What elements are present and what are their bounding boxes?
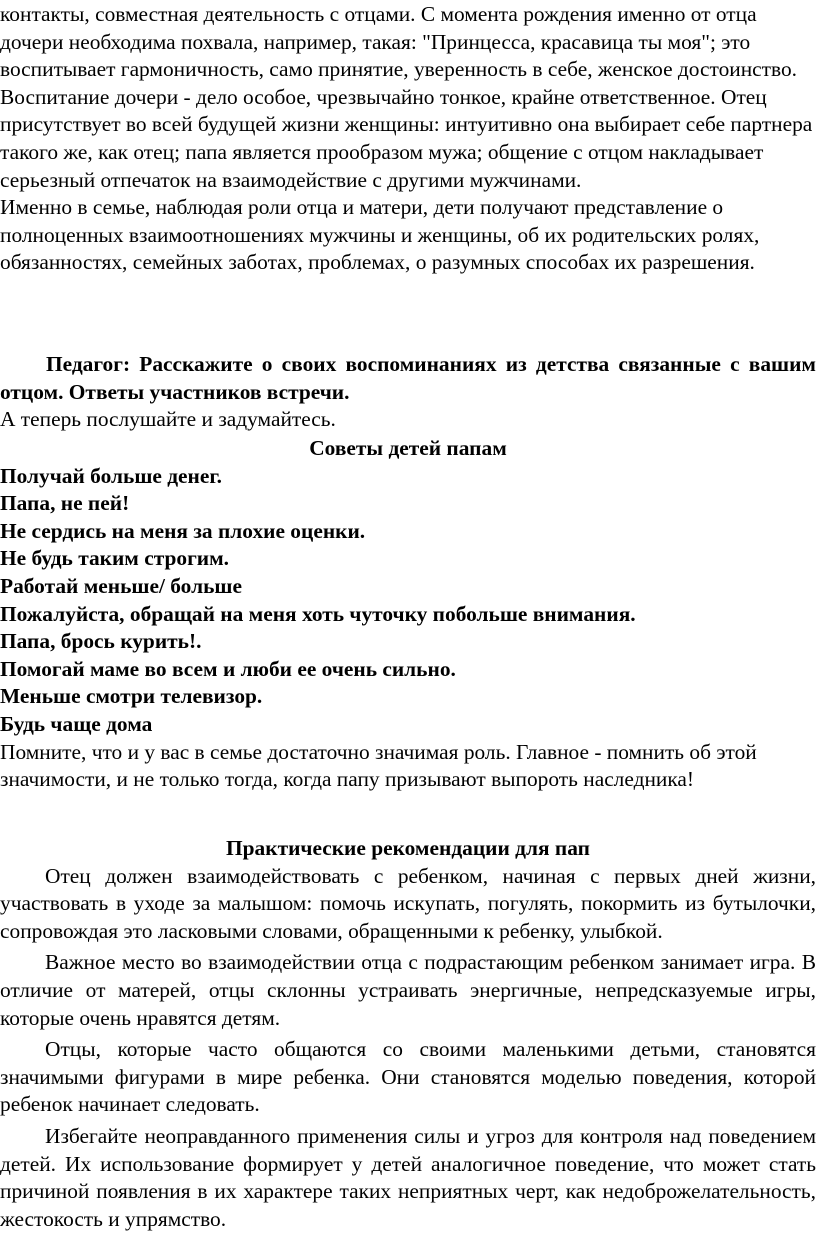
recommendation-paragraph: Отец должен взаимодействовать с ребенком, начиная с первых дней жизни, участвовать в уходе за малышом: помочь искупать, погулять, покормить из бутылочки, сопровождая это ласковыми словами, обращенными к ребенку, улыбкой. <box>0 863 816 943</box>
recommendation-paragraph: Важное место во взаимодействии отца с подрастающим ребенком занимает игра. В отличие от матерей, отцы склонны устраивать энергичные, непредсказуемые игры, которые очень нравятся детям. <box>0 950 816 1030</box>
advice-section <box>0 435 816 794</box>
advice-item: Меньше смотри телевизор. <box>0 684 263 709</box>
advice-closing: Помните, что и у вас в семье достаточно значимая роль. Главное - помнить об этой значимости, и не только тогда, когда папу призывают выпороть наследника! <box>0 739 757 792</box>
advice-item: Не будь таким строгим. <box>0 546 230 571</box>
advice-item: Будь чаще дома <box>0 711 153 736</box>
advice-item: Папа, брось курить!. <box>0 629 202 654</box>
advice-list <box>0 463 816 739</box>
teacher-prompt-section <box>0 351 816 434</box>
advice-item: Помогай маме во всем и люби ее очень сильно. <box>0 656 456 681</box>
advice-item: Работай меньше/ больше <box>0 573 242 598</box>
advice-item: Не сердись на меня за плохие оценки. <box>0 518 366 543</box>
advice-item: Папа, не пей! <box>0 491 130 516</box>
intro-paragraph-1: контакты, совместная деятельность с отцами. С момента рождения именно от отца дочери необходима похвала, например, такая: "Принцесса, красавица ты моя"; это воспитывает гармоничность, само принятие, уверенность в себе, женское достоинство. Воспитание дочери - дело особое, чрезвычайно тонкое, крайне ответственное. Отец присутствует во всей будущей жизни женщины: интуитивно она выбирает себе партнера такого же, как отец; папа является прообразом мужа; общение с отцом накладывает серьезный отпечаток на взаимодействие с другими мужчинами. <box>0 2 813 192</box>
recommendations-section <box>0 835 816 1233</box>
advice-item: Пожалуйста, обращай на меня хоть чуточку побольше внимания. <box>0 601 636 626</box>
intro-paragraph-2: Именно в семье, наблюдая роли отца и матери, дети получают представление о полноценных взаимоотношениях мужчины и женщины, об их родительских ролях, обязанностях, семейных заботах, проблемах, о разумных способах их разрешения. <box>0 195 760 275</box>
teacher-prompt: Педагог: Расскажите о своих воспоминаниях из детства связанные с вашим отцом. Ответы участников встречи. <box>0 352 816 404</box>
intro-section <box>0 1 816 277</box>
recommendation-paragraph: Отцы, которые часто общаются со своими маленькими детьми, становятся значимыми фигурами в мире ребенка. Они становятся моделью поведения, которой ребенок начинает следовать. <box>0 1037 816 1117</box>
recommendations-title: Практические рекомендации для пап <box>226 836 590 860</box>
advice-item: Получай больше денег. <box>0 463 222 488</box>
advice-title: Советы детей папам <box>309 436 507 460</box>
recommendation-paragraph: Избегайте неоправданного применения силы и угроз для контроля над поведением детей. Их использование формирует у детей аналогичное поведение, что может стать причиной появления в их характере таких неприятных черт, как недоброжелательность, жестокость и упрямство. <box>0 1123 816 1231</box>
listen-line: А теперь послушайте и задумайтесь. <box>0 407 336 432</box>
